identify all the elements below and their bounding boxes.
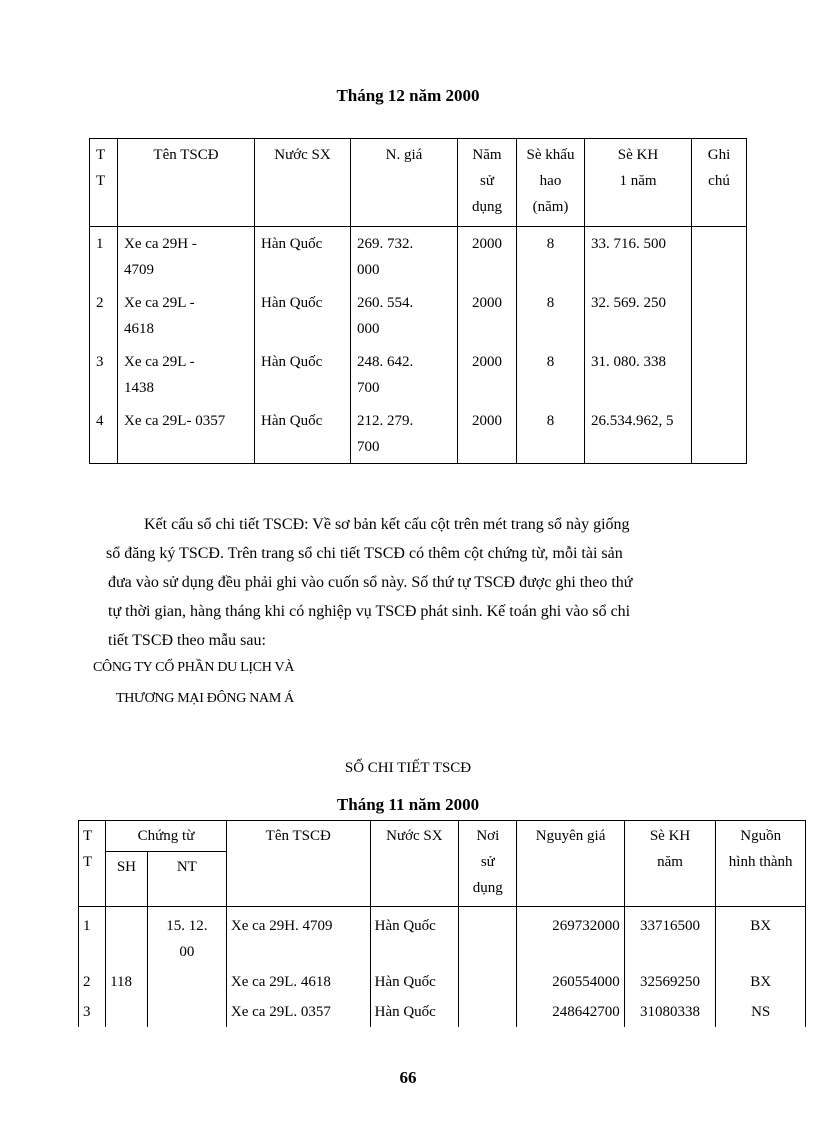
ledger-cell: Hàn Quốc [370, 967, 459, 997]
table-cell: Hàn Quốc [255, 345, 351, 404]
table-row [90, 227, 747, 287]
ledger-cell: BX [716, 907, 806, 968]
ledger-cell: 33716500 [624, 907, 716, 968]
ledger-cell: NS [716, 997, 806, 1027]
table-cell: 8 [517, 227, 585, 287]
paragraph-line: đưa vào sử dụng đều phải ghi vào cuốn sổ này. Số thứ tự TSCĐ được ghi theo thứ [108, 574, 633, 591]
ledger-col-nt: NT [147, 852, 226, 907]
ledger-col-name: Tên TSCĐ [226, 821, 370, 907]
col-header-tt: T T [90, 139, 118, 227]
table-cell: 1 [90, 227, 118, 287]
table-cell [692, 404, 747, 464]
ledger-cell: BX [716, 967, 806, 997]
table-cell: 8 [517, 404, 585, 464]
table-cell: 33. 716. 500 [585, 227, 692, 287]
table-cell: 2000 [458, 286, 517, 345]
col-header-country: Nước SX [255, 139, 351, 227]
ledger-cell: Xe ca 29L. 4618 [226, 967, 370, 997]
ledger-cell [147, 997, 226, 1027]
table-cell: 31. 080. 338 [585, 345, 692, 404]
table-cell: 8 [517, 345, 585, 404]
ledger-cell [459, 907, 517, 968]
paragraph-line: sổ đăng ký TSCĐ. Trên trang sổ chi tiết TSCĐ có thêm cột chứng từ, mỗi tài sản [106, 545, 623, 562]
table-cell: Hàn Quốc [255, 286, 351, 345]
ledger-cell: 32569250 [624, 967, 716, 997]
ledger-col-source: Nguồn hình thành [716, 821, 806, 907]
ledger-row [79, 967, 806, 997]
table-cell: 2 [90, 286, 118, 345]
page-number: 66 [399, 1068, 417, 1087]
ledger-col-country: Nước SX [370, 821, 459, 907]
company-name-line1: CÔNG TY CỔ PHẦN DU LỊCH VÀ [93, 660, 295, 675]
ledger-cell: 31080338 [624, 997, 716, 1027]
ledger-cell: 3 [79, 997, 106, 1027]
paragraph-line: tiết TSCĐ theo mẫu sau: [108, 632, 266, 649]
ledger-cell: 248642700 [517, 997, 624, 1027]
table-row [90, 286, 747, 345]
ledger-col-voucher: Chứng từ [106, 821, 227, 852]
ledger-row [79, 997, 806, 1027]
ledger-col-sh: SH [106, 852, 148, 907]
ledger-cell: Xe ca 29L. 0357 [226, 997, 370, 1027]
table-header-row [90, 139, 747, 227]
ledger-row [79, 907, 806, 968]
table-cell: 212. 279. 700 [351, 404, 458, 464]
table-row [90, 345, 747, 404]
ledger-cell: 260554000 [517, 967, 624, 997]
ledger-col-annual-depreciation: Sè KH năm [624, 821, 716, 907]
asset-register-table [89, 138, 747, 464]
table-cell [692, 227, 747, 287]
ledger-cell [147, 967, 226, 997]
table-cell: 248. 642. 700 [351, 345, 458, 404]
table-cell: 269. 732. 000 [351, 227, 458, 287]
paragraph-line: Kết cấu sổ chi tiết TSCĐ: Về sơ bản kết cấu cột trên mét trang sổ này giống [144, 516, 630, 533]
table-cell: 260. 554. 000 [351, 286, 458, 345]
table-row [90, 404, 747, 464]
ledger-cell [459, 967, 517, 997]
company-name-line2: THƯƠNG MẠI ĐÔNG NAM Á [116, 691, 294, 706]
ledger-col-location: Nơi sử dụng [459, 821, 517, 907]
ledger-cell: 15. 12. 00 [147, 907, 226, 968]
ledger-title: Tháng 11 năm 2000 [336, 795, 480, 814]
asset-ledger-table [78, 820, 806, 1027]
table-cell [692, 345, 747, 404]
ledger-cell [459, 997, 517, 1027]
table-cell: 32. 569. 250 [585, 286, 692, 345]
ledger-cell: Xe ca 29H. 4709 [226, 907, 370, 968]
col-header-name: Tên TSCĐ [118, 139, 255, 227]
table-cell: 2000 [458, 227, 517, 287]
col-header-year: Năm sử dụng [458, 139, 517, 227]
ledger-cell: Hàn Quốc [370, 997, 459, 1027]
table-cell: Hàn Quốc [255, 404, 351, 464]
ledger-cell: 118 [106, 967, 148, 997]
description-paragraph [108, 510, 740, 655]
table-cell: 4 [90, 404, 118, 464]
ledger-col-cost: Nguyên giá [517, 821, 624, 907]
paragraph-line: tự thời gian, hàng tháng khi có nghiệp vụ TSCĐ phát sinh. Kế toán ghi vào sổ chi [108, 603, 631, 620]
ledger-heading: SỔ CHI TIẾT TSCĐ [344, 760, 472, 776]
table-cell [692, 286, 747, 345]
table-cell: Xe ca 29L- 0357 [118, 404, 255, 464]
table-cell: Xe ca 29L - 4618 [118, 286, 255, 345]
col-header-annual-depreciation: Sè KH 1 năm [585, 139, 692, 227]
ledger-cell: 269732000 [517, 907, 624, 968]
table-cell: Xe ca 29H - 4709 [118, 227, 255, 287]
ledger-cell [106, 907, 148, 968]
table-cell: 2000 [458, 404, 517, 464]
table-cell: 8 [517, 286, 585, 345]
col-header-note: Ghi chú [692, 139, 747, 227]
table-cell: Hàn Quốc [255, 227, 351, 287]
ledger-cell: Hàn Quốc [370, 907, 459, 968]
ledger-cell: 2 [79, 967, 106, 997]
table-cell: Xe ca 29L - 1438 [118, 345, 255, 404]
table-cell: 2000 [458, 345, 517, 404]
ledger-col-tt: T T [79, 821, 106, 907]
table-cell: 3 [90, 345, 118, 404]
table-cell: 26.534.962, 5 [585, 404, 692, 464]
ledger-cell [106, 997, 148, 1027]
ledger-header-row [79, 821, 806, 852]
col-header-depreciation-years: Sè khấu hao (năm) [517, 139, 585, 227]
ledger-cell: 1 [79, 907, 106, 968]
table1-title: Tháng 12 năm 2000 [336, 86, 480, 105]
col-header-price: N. giá [351, 139, 458, 227]
